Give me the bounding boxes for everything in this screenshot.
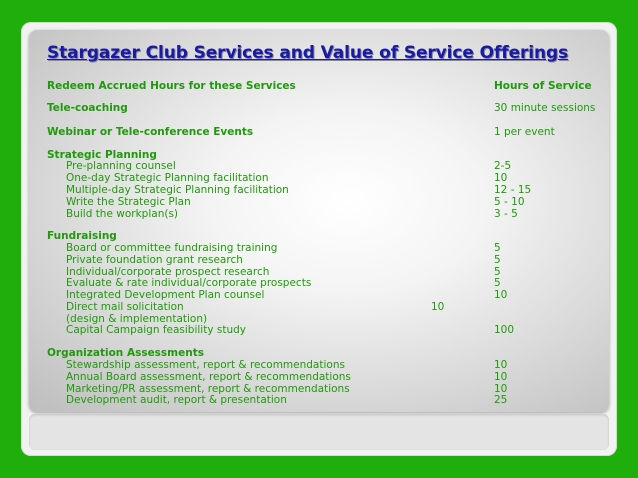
list-item (0, 289, 638, 301)
section-heading-label: Strategic Planning (47, 149, 157, 161)
service-label: Private foundation grant research (66, 254, 243, 266)
list-item (0, 172, 638, 184)
service-label: Annual Board assessment, report & recommendations (66, 371, 351, 383)
list-item (0, 160, 638, 172)
service-value: 10 (494, 359, 508, 371)
service-label: Stewardship assessment, report & recommendations (66, 359, 345, 371)
service-sublabel: (design & implementation) (66, 313, 208, 325)
list-item (0, 277, 638, 289)
section-heading-label: Fundraising (47, 230, 117, 242)
service-value: 5 (494, 266, 501, 278)
service-value: 30 minute sessions (494, 102, 596, 114)
list-item (0, 242, 638, 254)
list-item (0, 196, 638, 208)
section-heading-label: Organization Assessments (47, 347, 204, 359)
service-value: 10 (494, 289, 508, 301)
service-label: Build the workplan(s) (66, 208, 179, 220)
service-row-webinar (0, 126, 638, 138)
list-item (0, 254, 638, 266)
list-item (0, 359, 638, 371)
service-label: Multiple-day Strategic Planning facilitation (66, 184, 289, 196)
service-row-telecoaching (0, 102, 638, 114)
list-item-direct-mail (0, 301, 638, 313)
section-heading-fundraising (0, 230, 638, 242)
bottom-strip (29, 414, 609, 450)
service-label: Tele-coaching (47, 102, 128, 114)
service-label: Integrated Development Plan counsel (66, 289, 265, 301)
list-item (0, 184, 638, 196)
list-item (0, 208, 638, 220)
service-label: Webinar or Tele-conference Events (47, 126, 254, 138)
service-value: 10 (494, 383, 508, 395)
service-label: Direct mail solicitation (66, 301, 184, 313)
header-left: Redeem Accrued Hours for these Services (47, 80, 296, 92)
service-value: 10 (494, 172, 508, 184)
list-item (0, 371, 638, 383)
service-label: Pre-planning counsel (66, 160, 176, 172)
column-header-row (0, 80, 638, 92)
list-item (0, 394, 638, 406)
service-label: One-day Strategic Planning facilitation (66, 172, 269, 184)
header-right: Hours of Service (494, 80, 592, 92)
service-label: Marketing/PR assessment, report & recommendations (66, 383, 350, 395)
service-value: 5 (494, 277, 501, 289)
service-value: 5 - 10 (494, 196, 525, 208)
service-label: Individual/corporate prospect research (66, 266, 270, 278)
service-value: 100 (494, 324, 515, 336)
service-value: 2-5 (494, 160, 512, 172)
list-item (0, 324, 638, 336)
service-value: 12 - 15 (494, 184, 532, 196)
slide-title: Stargazer Club Services and Value of Service Offerings (47, 43, 569, 63)
service-value: 5 (494, 242, 501, 254)
service-label: Capital Campaign feasibility study (66, 324, 247, 336)
service-label: Development audit, report & presentation (66, 394, 287, 406)
service-value: 10 (494, 371, 508, 383)
service-value: 25 (494, 394, 508, 406)
service-value: 5 (494, 254, 501, 266)
section-heading-assessments (0, 347, 638, 359)
service-label: Board or committee fundraising training (66, 242, 278, 254)
service-value: 3 - 5 (494, 208, 518, 220)
service-label: Evaluate & rate individual/corporate prospects (66, 277, 312, 289)
service-label: Write the Strategic Plan (66, 196, 191, 208)
service-value: 1 per event (494, 126, 555, 138)
service-value: 10 (431, 301, 445, 313)
